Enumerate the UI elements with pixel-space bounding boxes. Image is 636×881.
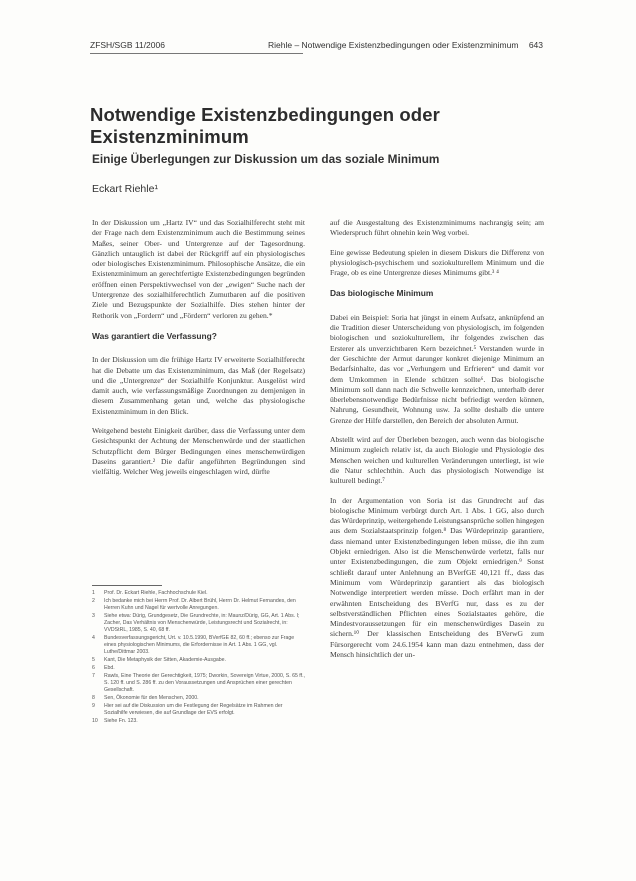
footnote [92,673,305,694]
footnote-text: Prof. Dr. Eckart Riehle, Fachhochschule Kiel. [104,590,208,596]
footnote-number: 4 [92,635,95,641]
footnote-number: 3 [92,613,95,619]
footnote-text: Kant, Die Metaphysik der Sitten, Akademie-Ausgabe. [104,657,226,663]
intro-paragraph: In der Diskussion um „Hartz IV“ und das Sozialhilferecht steht mit der Frage nach dem Existenzminimum auch die Bestimmung seines Maßes, seiner Ober- und Untergrenze auf der Tagesordnung. Gänzlich untauglich ist dabei der Rückgriff auf ein physiologisches oder biologisches Existenzminimum. Philosophische Ansätze, die ein Existenzminimum an gerechtfertigte Existenzbedingungen begründen eröffnen einen Perspektivwechsel von der „ewigen“ Suche nach der Untergrenze des sozialhilferechtlich Zumutbaren auf die positiven Ziele und Bezugspunkte der Sozialhilfe. Dies stehen hinter der Rethorik von „Fordern“ und „Fördern“ verloren zu gehen.* [92,218,305,320]
footnote-text: Ich bedanke mich bei Herrn Prof. Dr. Albert Brühl, Herrn Dr. Helmut Fernandes, den Herren Kuhn und Nagel für wertvolle Anregungen. [104,598,296,611]
footnote-text: Bundesverfassungsgericht, Urt. v. 10.5.1990, BVerfGE 82, 60 ff.; ebenso zur Frage eines physiologischen Minimums, die Erfordernisse in Art. 1 Abs. 1 GG, vgl. Luthe/Dittmar 2003. [104,635,295,655]
body-paragraph: In der Argumentation von Soria ist das Grundrecht auf das biologische Minimum verbürgt durch Art. 1 Abs. 1 GG, also durch das Würdeprinzip, weitergehende Leistungsansprüche sollen hingegen aus dem Sozialstaatsprinzip folgen.⁸ Das Würdeprinzip garantiere, dass niemand unter Existenzbedingungen leben müsse, die ihn zum Objekt erniedrigen. Also ist die Menschenwürde verletzt, falls nur unter Existenzbedingungen, die zum Objekt erniedrigen.⁹ Sonst schließt darauf unter Anlehnung an BVerfGE 40,121 ff., dass das Minimum vom Würdeprinzip garantiert als das biologisch Notwendige interpretiert werden müsse. Doch erfährt man in der erwähnten Entscheidung des BVerfG nur, dass es zu der selbstverständlichen Pflichten eines Sozialstaates gehöre, die Mindestvoraussetzungen für ein menschenwürdiges Dasein zu sichern.¹⁰ Der klassischen Entscheidung des BVerwG zum Fürsorgerecht vom 24.6.1954 kann man dazu entnehmen, dass der Mensch hinsichtlich der un- [330,495,544,659]
body-paragraph: In der Diskussion um die frühige Hartz IV erweiterte Sozialhilferecht hat die Debatte um das Existenzminimum, das Maß (der Regelsatz) und die „Untergrenze“ der Sozialhilfe Konjunktur. Ausgelöst wird damit auch, wie verfassungsmäßige Zuordnungen zu demjenigen in diesem Zusammenhang getan und, welche das physiologische Existenzminimum in den Blick. [92,355,305,416]
footnote [92,695,305,702]
footnote [92,665,305,672]
footnote-number: 1 [92,590,95,596]
footnote [92,613,305,634]
footnote-text: Siehe etwa: Dürig, Grundgesetz, Die Grundrechte, in: Maunz/Dürig, GG, Art. 1 Abs. I; Zacher, Das Verhältnis von Menschenwürde, Leistungsrecht und Sozialrecht, in: VVDStRL, 1985, S. 40, 68 ff. [104,613,300,633]
footnote-number: 6 [92,665,95,671]
footnote-text: Ebd. [104,665,115,671]
header-rule [90,53,303,54]
footnote-number: 5 [92,657,95,663]
running-header [90,40,543,52]
body-paragraph: Weitgehend besteht Einigkeit darüber, dass die Verfassung unter dem Gesichtspunkt der Achtung der Menschenwürde und der staatlichen Schutzpflicht dem Bürger Bedingungen eines menschenwürdigen Daseins garantiert.² Die dafür angeführten Begründungen sind vielfältig. Welcher Weg jeweils eingeschlagen wird, dürfte [92,426,305,477]
footnote [92,590,305,597]
footnote-number: 7 [92,673,95,679]
page-number: 643 [528,40,543,50]
article-subtitle: Einige Überlegungen zur Diskussion um das soziale Minimum [92,152,440,166]
footnote-number: 2 [92,598,95,604]
body-paragraph: Abstellt wird auf der Überleben bezogen, auch wenn das biologische Minimum zugleich relativ ist, da auch Biologie und Physiologie des Menschen weichen und kulturellen Veränderungen unterliegt, ist wie die Natur schlechthin. Auch das physiologisch Notwendige ist kulturell bedingt.⁷ [330,435,544,486]
footnote-text: Sen, Ökonomie für den Menschen, 2000. [104,695,199,701]
footnote-number: 9 [92,703,95,709]
running-title: Riehle – Notwendige Existenzbedingungen oder Existenzminimum [268,40,519,50]
section-heading-verfassung: Was garantiert die Verfassung? [92,330,217,341]
section-heading-biologisch: Das biologische Minimum [330,288,434,299]
footnote-number: 10 [92,718,98,724]
footnote-text: Rawls, Eine Theorie der Gerechtigkeit, 1975; Dworkin, Sovereign Virtue, 2000, S. 65 ff., S. 120 ff. und S. 286 ff. zu den Voraussetzungen und Ansprüchen einer gerechten Gesellschaft. [104,673,305,693]
footnote [92,703,305,717]
footnotes [92,590,305,726]
footnote-text: Hier sei auf die Diskussion um die Festlegung der Regelsätze im Rahmen der Sozialhilfe verwiesen, die auf Grundlage der EVS erfolgt. [104,703,283,716]
body-paragraph: Eine gewisse Bedeutung spielen in diesem Diskurs die Differenz von physiologisch-psychischem und soziokulturellem Minimum und die Frage, ob es eine Untergrenze dieses Minimums gibt.³ ⁴ [330,247,544,278]
article-author: Eckart Riehle¹ [92,183,158,195]
footnote [92,718,305,725]
article-title: Notwendige Existenzbedingungen oder Existenzminimum [90,104,440,147]
footnote [92,635,305,656]
right-column [330,218,544,669]
footnote-rule [92,585,162,586]
body-paragraph: auf die Ausgestaltung des Existenzminimums nachrangig sein; am Wiederspruch führt ohnehin kein Weg vorbei. [330,218,544,238]
journal-label: ZFSH/SGB 11/2006 [90,40,165,50]
left-column [92,218,305,487]
body-paragraph: Dabei ein Beispiel: Soria hat jüngst in einem Aufsatz, anknüpfend an die Tradition dieser Unterscheidung von physiologisch, im folgenden biologischen und soziokulturellem, ihr folgendes zwischen das Ersterer als unverzichtbaren Kern bezeichnet.⁵ Verstanden wurde in der Geschichte der Armut darunger konkret diejenige Minimum an Bedarfsinhalte, das vor „Verhungern und Erfrieren“ und damit vor dem Umkommen in Elende schützen sollte⁶. Das biologische Minimum soll dann nach die Schwelle kennzeichnen, unterhalb derer überlebensnotwendige Bedürfnisse nicht befriedigt werden können, Nahrung, Gesundheit, Wohnung usw. Ja sollte deshalb die untere Grenze der Hilfe darstellen, den Bereich der absoluten Armut. [330,312,544,425]
footnote [92,657,305,664]
footnote-text: Siehe Fn. 123. [104,718,138,724]
footnote [92,598,305,612]
footnote-number: 8 [92,695,95,701]
